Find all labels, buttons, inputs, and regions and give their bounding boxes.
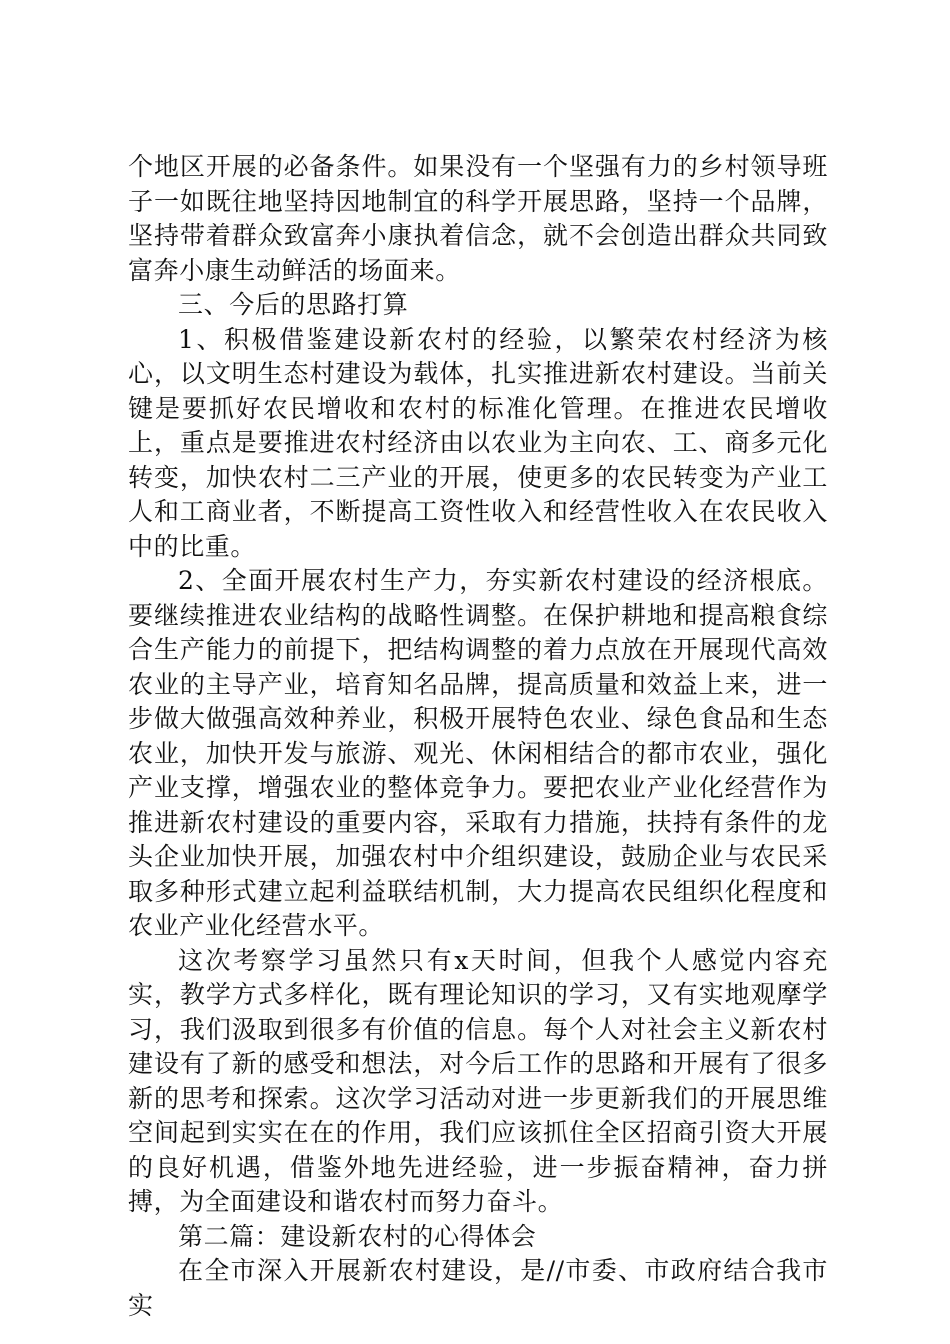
paragraph-item-1: 1、积极借鉴建设新农村的经验，以繁荣农村经济为核心，以文明生态村建设为载体，扎实推进新农村建设。当前关键是要抓好农民增收和农村的标准化管理。在推进农民增收上，重点是要推进农村经济由以农业为主向农、工、商多元化转变，加快农村二三产业的开展，使更多的农民转变为产业工人和工商业者，不断提高工资性收入和经营性收入在农民收入中的比重。 bbox=[128, 324, 828, 561]
paragraph-item-2: 2、全面开展农村生产力，夯实新农村建设的经济根底。要继续推进农业结构的战略性调整。在保护耕地和提高粮食综合生产能力的前提下，把结构调整的着力点放在开展现代高效农业的主导产业，培育知名品牌，提高质量和效益上来，进一步做大做强高效种养业，积极开展特色农业、绿色食品和生态农业，加快开发与旅游、观光、休闲相结合的都市农业，强化产业支撑，增强农业的整体竞争力。要把农业产业化经营作为推进新农村建设的重要内容，采取有力措施，扶持有条件的龙头企业加快开展，加强农村中介组织建设，鼓励企业与农民采取多种形式建立起利益联结机制，大力提高农民组织化程度和农业产业化经营水平。 bbox=[128, 566, 828, 940]
section-heading-future-plans: 三、今后的思路打算 bbox=[178, 290, 409, 319]
paragraph-continuation: 个地区开展的必备条件。如果没有一个坚强有力的乡村领导班子一如既往地坚持因地制宜的科学开展思路，坚持一个品牌，坚持带着群众致富奔小康执着信念，就不会创造出群众共同致富奔小康生动鲜活的场面来。 bbox=[128, 152, 828, 285]
document-body bbox=[128, 150, 828, 1323]
paragraph-part-two-intro: 在全市深入开展新农村建设，是//市委、市政府结合我市实 bbox=[128, 1256, 828, 1320]
chapter-heading-part-two: 第二篇：建设新农村的心得体会 bbox=[178, 1221, 537, 1251]
paragraph-summary: 这次考察学习虽然只有x天时间，但我个人感觉内容充实，教学方式多样化，既有理论知识的学习，又有实地观摩学习，我们汲取到很多有价值的信息。每个人对社会主义新农村建设有了新的感受和想法，对今后工作的思路和开展有了很多新的思考和探索。这次学习活动对进一步更新我们的开展思维空间起到实实在在的作用，我们应该抓住全区招商引资大开展的良好机遇，借鉴外地先进经验，进一步振奋精神，奋力拼搏，为全面建设和谐农村而努力奋斗。 bbox=[128, 945, 828, 1216]
